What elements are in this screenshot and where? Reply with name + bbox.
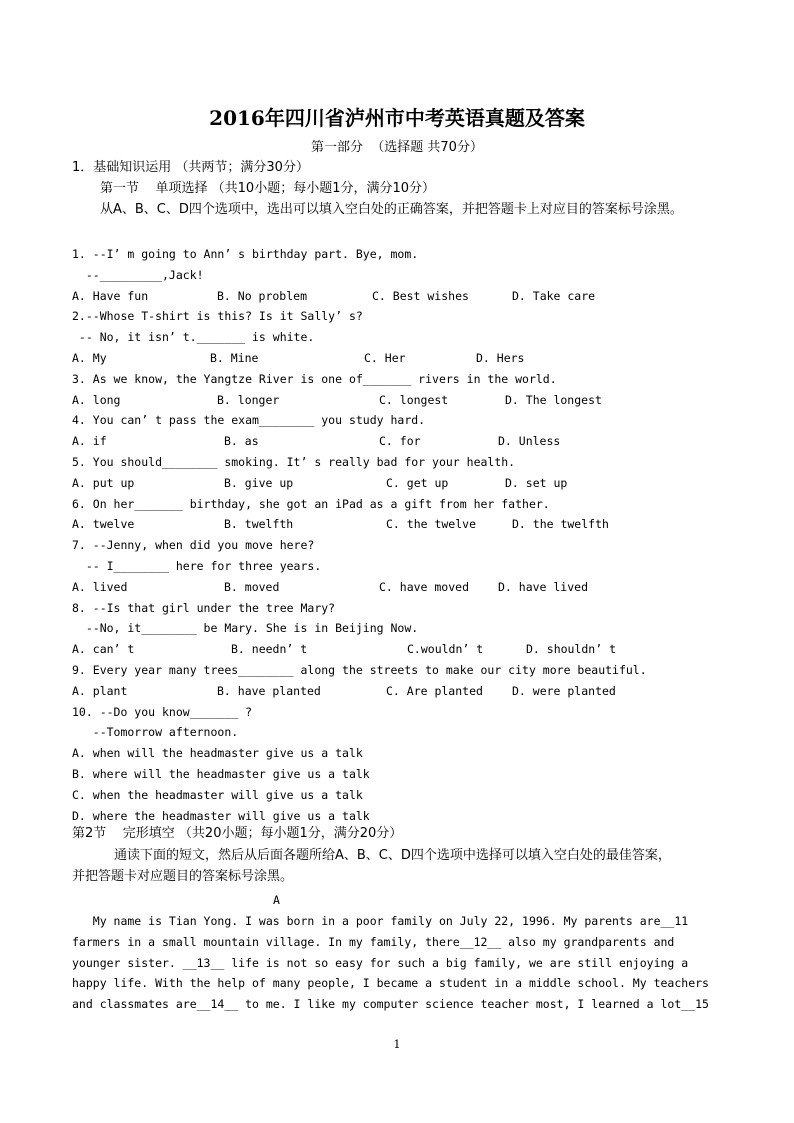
option-d: D. set up [505,476,568,490]
question-1-stem-line: 1. --I’ m going to Ann’ s birthday part. Bye, mom. [72,247,419,261]
option-b: B. longer [217,393,280,407]
passage-line: farmers in a small mountain village. In my family, there__12__ also my grandparents and [72,935,675,949]
option-a: A. if [72,434,107,448]
question-3-stem-line: 3. As we know, the Yangtze River is one of_______ rivers in the world. [72,372,557,386]
question-5-stem-line: 5. You should________ smoking. It’ s really bad for your health. [72,455,516,469]
option-a: A. plant [72,684,128,698]
subsection-heading-cloze: 第2节 完形填空 （共20小题；每小题1分，满分20分） [72,826,403,841]
question-5-options [0,473,794,493]
question-3-options [0,390,794,410]
question-4-stem-line: 4. You can’ t pass the exam________ you study hard. [72,413,426,427]
page-number: 1 [393,1038,401,1051]
option-a: A. My [72,351,107,365]
option-b: B. No problem [217,289,308,303]
passage-line: My name is Tian Yong. I was born in a poor family on July 22, 1996. My parents are__11 [72,914,689,928]
question-6-stem-line: 6. On her_______ birthday, she got an iPad as a gift from her father. [72,497,550,511]
cloze-instructions-line-1: 通读下面的短文，然后从后面各题所给A、B、C、D四个选项中选择可以填入空白处的最佳答案， [114,848,671,863]
passage-line: younger sister. __13__ life is not so easy for such a big family, we are still enjoying a [72,956,689,970]
option-a: A. twelve [72,517,135,531]
option-a: A. Have fun [72,289,149,303]
option-a: A. can’ t [72,642,135,656]
question-8-options [0,639,794,659]
option-b: B. needn’ t [231,642,308,656]
option-d: D. Take care [512,289,596,303]
passage-label: A [273,893,280,907]
option-c: C. Best wishes [372,289,469,303]
option-b: B. have planted [217,684,321,698]
question-1-stem-line: --_________,Jack! [72,268,204,282]
page-title: 2016年四川省泸州市中考英语真题及答案 [209,106,585,130]
option-a: A. put up [72,476,135,490]
option-c: C. when the headmaster will give us a talk [72,788,363,802]
option-c: C. Are planted [386,684,483,698]
option-b: B. give up [224,476,294,490]
question-9-stem-line: 9. Every year many trees________ along the streets to make our city more beautiful. [72,663,647,677]
question-7-stem-line: 7. --Jenny, when did you move here? [72,538,315,552]
question-10-stem-line: --Tomorrow afternoon. [72,725,239,739]
option-c: C.wouldn’ t [407,642,484,656]
question-2-stem-line: 2.--Whose T-shirt is this? Is it Sally’ s? [72,309,363,323]
option-b: B. as [224,434,259,448]
question-8-stem-line: 8. --Is that girl under the tree Mary? [72,601,336,615]
question-7-stem-line: -- I________ here for three years. [72,559,322,573]
question-6-options [0,514,794,534]
option-c: C. the twelve [386,517,477,531]
option-b: B. Mine [210,351,259,365]
option-d: D. the twelfth [512,517,609,531]
option-b: B. twelfth [224,517,294,531]
passage-line: happy life. With the help of many people, I became a student in a middle school. My teachers [72,976,709,990]
option-a: A. long [72,393,121,407]
subsection-heading: 第一节 单项选择 （共10小题；每小题1分，满分10分） [100,181,436,196]
option-d: D. where the headmaster will give us a talk [72,809,370,823]
question-10-stem-line: 10. --Do you know_______ ? [72,705,253,719]
question-9-options [0,681,794,701]
question-7-options [0,577,794,597]
question-4-options [0,431,794,451]
part-header: 第一部分 （选择题 共70分） [311,140,483,155]
option-a: A. lived [72,580,128,594]
option-d: D. Unless [498,434,561,448]
option-b: B. where will the headmaster give us a talk [72,767,370,781]
option-c: C. Her [364,351,406,365]
question-1-options [0,286,794,306]
option-d: D. Hers [476,351,525,365]
question-2-stem-line: -- No, it isn’ t._______ is white. [72,330,315,344]
question-2-options [0,348,794,368]
option-c: C. for [379,434,421,448]
option-b: B. moved [224,580,280,594]
passage-line: and classmates are__14__ to me. I like my computer science teacher most, I learned a lot__15 [72,997,709,1011]
option-c: C. have moved [379,580,470,594]
section-heading: 1．基础知识运用 （共两节；满分30分） [72,160,309,175]
cloze-instructions-line-2: 并把答题卡对应题目的答案标号涂黑。 [72,869,294,884]
option-d: D. The longest [505,393,602,407]
option-d: D. have lived [498,580,589,594]
option-c: C. longest [379,393,449,407]
instructions: 从A、B、C、D四个选项中，选出可以填入空白处的正确答案，并把答题卡上对应目的答案标号涂黑。 [100,202,683,217]
question-8-stem-line: --No, it________ be Mary. She is in Beijing Now. [72,621,419,635]
option-a: A. when will the headmaster give us a talk [72,746,363,760]
option-c: C. get up [386,476,449,490]
option-d: D. shouldn’ t [526,642,617,656]
option-d: D. were planted [512,684,616,698]
